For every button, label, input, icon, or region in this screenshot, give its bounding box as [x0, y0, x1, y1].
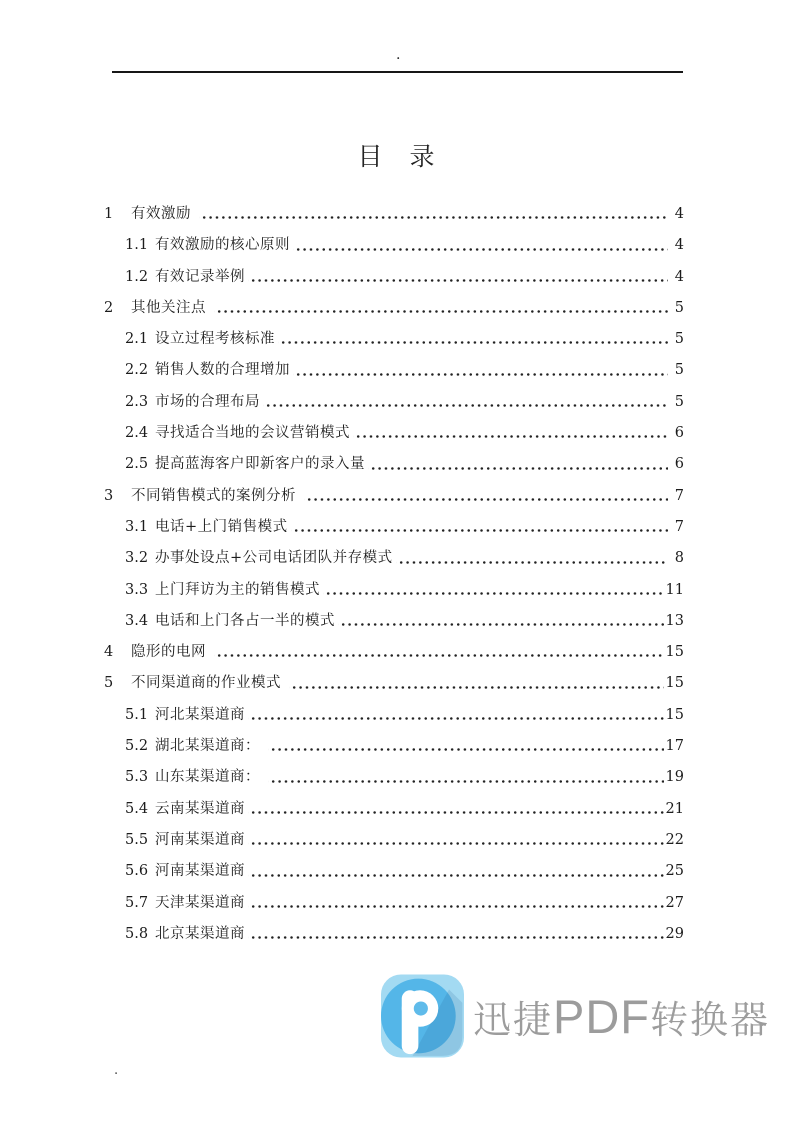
toc-entry-label: 设立过程考核标准 — [155, 331, 275, 348]
toc-entry-number: 2.4 — [125, 425, 149, 442]
dot-leader — [368, 449, 668, 480]
toc-entry-5.6 — [104, 856, 684, 887]
toc-entry-1.2 — [104, 262, 684, 293]
toc-entry-number: 3.4 — [125, 612, 149, 629]
toc-entry-page: 25 — [665, 863, 684, 880]
toc-entry-page: 4 — [674, 237, 684, 254]
toc-entry-label: 有效激励 — [131, 206, 191, 222]
toc-entry-page: 15 — [665, 706, 684, 723]
toc-entry-page: 27 — [665, 894, 684, 911]
toc-entry-number: 2.5 — [125, 456, 149, 473]
toc-entry-5.7 — [104, 888, 684, 919]
dot-leader — [248, 262, 668, 293]
toc-entry-label: 河南某渠道商 — [155, 863, 245, 880]
toc-entry-label: 河南某渠道商 — [155, 831, 245, 848]
toc-entry-label: 有效激励的核心原则 — [155, 237, 290, 254]
watermark-brand-text — [473, 989, 770, 1044]
toc-entry-5.1 — [104, 700, 684, 731]
toc-entry-page: 5 — [674, 393, 684, 410]
toc-entry-page: 4 — [674, 268, 684, 285]
brand-suffix: 转换器 — [650, 999, 771, 1042]
toc-entry-number: 3.2 — [125, 550, 149, 567]
dot-leader — [248, 856, 664, 887]
toc-entry-number: 5.4 — [125, 800, 149, 817]
toc-entry-3.3 — [104, 575, 684, 606]
toc-entry-5.3 — [104, 762, 684, 793]
dot-leader — [293, 230, 668, 261]
toc-list — [104, 199, 684, 950]
toc-entry-number: 5.8 — [125, 925, 149, 942]
dot-leader — [323, 575, 664, 606]
toc-entry-label: 寻找适合当地的会议营销模式 — [155, 425, 350, 442]
toc-entry-number: 5.6 — [125, 863, 149, 880]
toc-entry-2.1 — [104, 324, 684, 355]
brand-prefix: 迅捷 — [473, 999, 554, 1042]
toc-entry-label: 北京某渠道商 — [155, 925, 245, 942]
toc-entry-number: 2.1 — [125, 331, 149, 348]
toc-entry-3.1 — [104, 512, 684, 543]
toc-entry-number: 5.5 — [125, 831, 149, 848]
toc-entry-label: 湖北某渠道商： — [155, 738, 266, 755]
dot-leader — [214, 293, 668, 324]
toc-entry-2.2 — [104, 355, 684, 386]
toc-entry-page: 15 — [665, 675, 684, 692]
toc-entry-label: 隐形的电网 — [131, 644, 206, 661]
dot-leader — [268, 762, 663, 793]
toc-entry-number: 3.3 — [125, 581, 149, 598]
dot-leader — [214, 637, 664, 668]
toc-entry-page: 5 — [674, 331, 684, 348]
toc-entry-page: 17 — [665, 738, 684, 755]
toc-entry-page: 15 — [665, 644, 684, 661]
dot-leader — [248, 794, 664, 825]
dot-leader — [263, 387, 668, 418]
toc-entry-label: 其他关注点 — [131, 299, 206, 316]
toc-entry-page: 7 — [674, 487, 684, 504]
toc-entry-page: 7 — [674, 518, 684, 535]
toc-entry-page: 13 — [665, 612, 684, 629]
toc-entry-5 — [104, 668, 684, 699]
toc-entry-number: 5.2 — [125, 738, 149, 755]
toc-entry-number: 2.3 — [125, 393, 149, 410]
toc-entry-label: 提高蓝海客户即新客户的录入量 — [155, 456, 365, 473]
toc-entry-label: 市场的合理布局 — [155, 393, 260, 410]
toc-entry-page: 11 — [665, 581, 684, 598]
dot-leader — [396, 543, 668, 574]
toc-entry-number: 3.1 — [125, 518, 149, 535]
toc-entry-2.5 — [104, 449, 684, 480]
toc-entry-4 — [104, 637, 684, 668]
toc-entry-2.3 — [104, 387, 684, 418]
dot-leader — [248, 919, 664, 950]
toc-entry-2.4 — [104, 418, 684, 449]
toc-entry-page: 22 — [665, 831, 684, 848]
dot-leader — [304, 481, 668, 512]
pdf-converter-logo-icon — [381, 974, 464, 1058]
toc-entry-page: 6 — [674, 425, 684, 442]
toc-entry-number: 1.1 — [125, 237, 149, 254]
toc-entry-number: 2.2 — [125, 362, 149, 379]
dot-leader — [293, 355, 668, 386]
toc-entry-label: 不同销售模式的案例分析 — [131, 487, 296, 504]
logo-letter-hole — [414, 1001, 428, 1015]
dot-leader — [278, 324, 668, 355]
toc-entry-label: 河北某渠道商 — [155, 706, 245, 723]
toc-entry-number: 4 — [104, 644, 114, 661]
toc-entry-1 — [104, 199, 684, 230]
toc-entry-page: 8 — [674, 550, 684, 567]
toc-entry-5.8 — [104, 919, 684, 950]
dot-leader — [353, 418, 668, 449]
toc-entry-label: 有效记录举例 — [155, 268, 245, 285]
toc-title: 目 录 — [357, 142, 436, 171]
toc-entry-page: 21 — [665, 800, 684, 817]
toc-entry-3.2 — [104, 543, 684, 574]
toc-entry-5.5 — [104, 825, 684, 856]
toc-entry-label: 云南某渠道商 — [155, 800, 245, 817]
dot-leader — [291, 512, 668, 543]
toc-entry-number: 5.3 — [125, 769, 149, 786]
toc-entry-number: 3 — [104, 487, 114, 504]
toc-entry-2 — [104, 293, 684, 324]
toc-entry-1.1 — [104, 230, 684, 261]
toc-entry-label: 不同渠道商的作业模式 — [131, 675, 281, 692]
header-rule — [112, 71, 683, 73]
toc-entry-label: 山东某渠道商： — [155, 769, 266, 786]
toc-entry-label: 电话和上门各占一半的模式 — [155, 612, 335, 629]
stray-dot-top: . — [396, 47, 401, 63]
toc-entry-5.2 — [104, 731, 684, 762]
toc-entry-number: 1 — [104, 206, 114, 222]
toc-entry-number: 1.2 — [125, 268, 149, 285]
toc-entry-page: 19 — [665, 769, 684, 786]
dot-leader — [248, 888, 664, 919]
stray-dot-bottom: . — [114, 1063, 119, 1078]
dot-leader — [268, 731, 663, 762]
toc-entry-page: 5 — [674, 299, 684, 316]
toc-entry-label: 销售人数的合理增加 — [155, 362, 290, 379]
toc-entry-5.4 — [104, 794, 684, 825]
toc-entry-3 — [104, 481, 684, 512]
watermark — [381, 974, 770, 1058]
toc-entry-label: 电话+上门销售模式 — [155, 518, 288, 535]
dot-leader — [248, 700, 664, 731]
toc-entry-label: 上门拜访为主的销售模式 — [155, 581, 320, 598]
toc-entry-number: 5.7 — [125, 894, 149, 911]
toc-entry-number: 5 — [104, 675, 114, 692]
dot-leader — [338, 606, 664, 637]
dot-leader — [248, 825, 664, 856]
toc-entry-label: 天津某渠道商 — [155, 894, 245, 911]
dot-leader — [199, 199, 668, 230]
brand-latin: PDF — [553, 989, 651, 1043]
toc-entry-label: 办事处设点+公司电话团队并存模式 — [155, 550, 393, 567]
toc-entry-number: 5.1 — [125, 706, 149, 723]
toc-entry-page: 29 — [665, 925, 684, 942]
toc-entry-page: 4 — [674, 206, 684, 222]
dot-leader — [289, 668, 664, 699]
toc-entry-page: 6 — [674, 456, 684, 473]
toc-entry-3.4 — [104, 606, 684, 637]
toc-entry-number: 2 — [104, 299, 114, 316]
toc-entry-page: 5 — [674, 362, 684, 379]
